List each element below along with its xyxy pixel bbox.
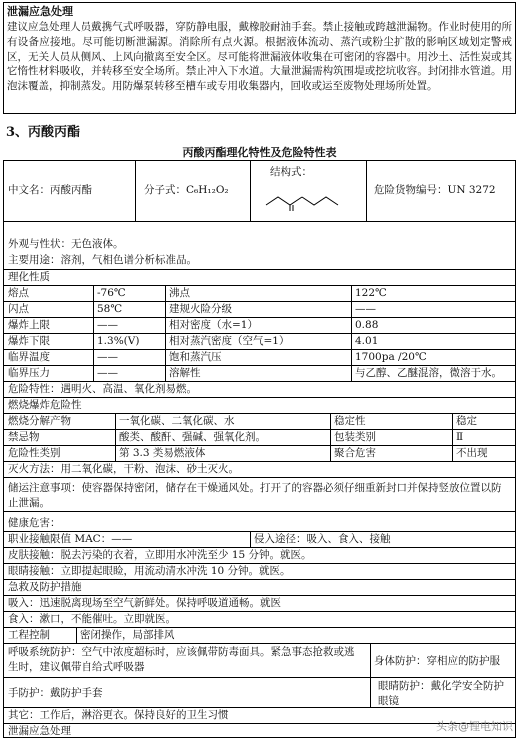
phys-label: 爆炸上限 xyxy=(8,319,50,331)
occupational-limit: 职业接触限值 MAC：—— xyxy=(8,533,133,545)
phys-label: 闪点 xyxy=(8,303,29,315)
property-table xyxy=(3,160,516,738)
phys-label: 临界温度 xyxy=(8,351,50,363)
phys-label: 爆炸下限 xyxy=(8,335,50,347)
leak-handling-footer: 泄漏应急处理 xyxy=(8,725,71,737)
phys-value: —— xyxy=(355,303,376,315)
eye-protection: 眼睛防护：戴化学安全防护眼镜 xyxy=(378,680,504,707)
emergency-text: 建议应急处理人员戴携气式呼吸器，穿防静电服，戴橡胶耐油手套。禁止接触或跨越泄漏物。作业时使用的所有设备应接地。尽可能切断泄漏源。消除所有点火源。根据液体流动、蒸汽或粉尘扩散的影响区域划定警戒区，无关人员从侧风、上风向撤离至安全区。尽可能将泄漏液体收集在可密闭的容器中。用沙土、活性炭或其它惰性材料吸收，并转移至安全场所。禁止冲入下水道。大量泄漏需构筑围堤或挖坑收容。封闭排水管道。用泡沫覆盖，抑制蒸发。用防爆泵转移至槽车或专用收集器内，回收或运至废物处理场所处置。 xyxy=(7,21,512,93)
phys-value: 122℃ xyxy=(355,287,387,299)
structure-formula-diagram xyxy=(262,183,362,211)
phys-label: 临界压力 xyxy=(8,367,50,379)
fire-value: 不出现 xyxy=(456,447,488,459)
fire-value: 稳定 xyxy=(456,415,477,427)
engineering-control-label: 工程控制 xyxy=(8,629,50,641)
phys-value: 0.88 xyxy=(355,319,379,331)
extinguish-method: 灭火方法：用二氧化碳，干粉、泡沫、砂土灭火。 xyxy=(8,463,239,475)
danger-goods-number: 危险货物编号：UN 3272 xyxy=(374,184,496,196)
appearance: 外观与性状：无色液体。 xyxy=(8,238,124,250)
fire-label: 稳定性 xyxy=(334,415,366,427)
storage-notes: 储运注意事项：使容器保持密闭，储存在干燥通风处。打开了的容器必须仔细重新封口并保持竖放位置以防止泄漏。 xyxy=(8,482,502,509)
phys-label: 溶解性 xyxy=(169,367,201,379)
fire-label: 燃烧分解产物 xyxy=(8,415,71,427)
phys-value: —— xyxy=(97,319,118,331)
section-heading: 3、丙酸丙酯 xyxy=(6,125,81,140)
hazard-characteristic: 危险特性：遇明火、高温、氧化剂易燃。 xyxy=(8,383,197,395)
phys-label: 饱和蒸汽压 xyxy=(169,351,222,363)
ingestion: 食入：漱口，不能催吐。立即就医。 xyxy=(8,613,176,625)
fire-label: 聚合危害 xyxy=(334,447,376,459)
phys-label: 熔点 xyxy=(8,287,29,299)
watermark: 头条@锂电知识 xyxy=(436,719,513,733)
phys-value: 58℃ xyxy=(97,303,123,315)
emergency-title: 泄漏应急处理 xyxy=(7,5,73,18)
fire-label: 禁忌物 xyxy=(8,431,40,443)
body-protection: 身体防护：穿相应的防护服 xyxy=(374,655,500,667)
other-measures: 其它：工作后，淋浴更衣。保持良好的卫生习惯 xyxy=(8,709,229,721)
phys-value: 1700pa /20℃ xyxy=(355,351,427,363)
phys-label: 沸点 xyxy=(169,287,190,299)
hand-protection: 手防护：戴防护手套 xyxy=(8,687,103,699)
engineering-control-value: 密闭操作，局部排风 xyxy=(80,629,175,641)
phys-value: 4.01 xyxy=(355,335,379,347)
chinese-name: 中文名：丙酸丙酯 xyxy=(8,184,92,196)
respiratory-protection: 呼吸系统防护：空气中浓度超标时，应该佩带防毒面具。紧急事态抢救或逃生时，建议佩带自给式呼吸器 xyxy=(8,646,355,673)
main-use: 主要用途：溶剂，气相色谱分析标准品。 xyxy=(8,254,197,266)
structure-label: 结构式： xyxy=(270,166,312,178)
fire-label: 包装类别 xyxy=(334,431,376,443)
fire-value: 一氧化碳、二氧化碳、水 xyxy=(119,415,235,427)
phys-label: 相对密度（水=1） xyxy=(169,319,258,331)
phys-label: 建规火险分级 xyxy=(169,303,232,315)
health-hazard: 健康危害： xyxy=(8,517,61,529)
phys-value: -76℃ xyxy=(97,287,126,299)
fire-header: 燃烧爆炸危险性 xyxy=(8,399,82,411)
phys-value: 与乙醇、乙醚混溶，微溶于水。 xyxy=(355,367,502,379)
phys-value: —— xyxy=(97,351,118,363)
fire-label: 危险性类别 xyxy=(8,447,61,459)
fire-value: 酸类、酸酐、强碱、强氧化剂。 xyxy=(119,431,266,443)
phys-value: —— xyxy=(97,367,118,379)
phys-value: 1.3%(V) xyxy=(97,335,140,347)
exposure-route: 侵入途径：吸入、食入、接触 xyxy=(254,533,391,545)
first-aid-header: 急救及防护措施 xyxy=(8,581,82,593)
table-title: 丙酸丙酯理化特性及危险特性表 xyxy=(182,146,337,159)
emergency-box xyxy=(3,2,516,114)
eye-contact: 眼睛接触：立即提起眼睑，用流动清水冲洗 10 分钟。就医。 xyxy=(8,565,291,577)
molecular-formula: 分子式：C₆H₁₂O₂ xyxy=(144,184,229,196)
physchem-header: 理化性质 xyxy=(8,271,50,283)
fire-value: 第 3.3 类易燃液体 xyxy=(119,447,206,459)
skin-contact: 皮肤接触：脱去污染的衣着，立即用水冲洗至少 15 分钟。就医。 xyxy=(8,549,312,561)
fire-value: Ⅱ xyxy=(456,431,464,443)
inhalation: 吸入：迅速脱离现场至空气新鲜处。保持呼吸道通畅。就医 xyxy=(8,597,281,609)
phys-label: 相对蒸汽密度（空气=1） xyxy=(169,335,290,347)
